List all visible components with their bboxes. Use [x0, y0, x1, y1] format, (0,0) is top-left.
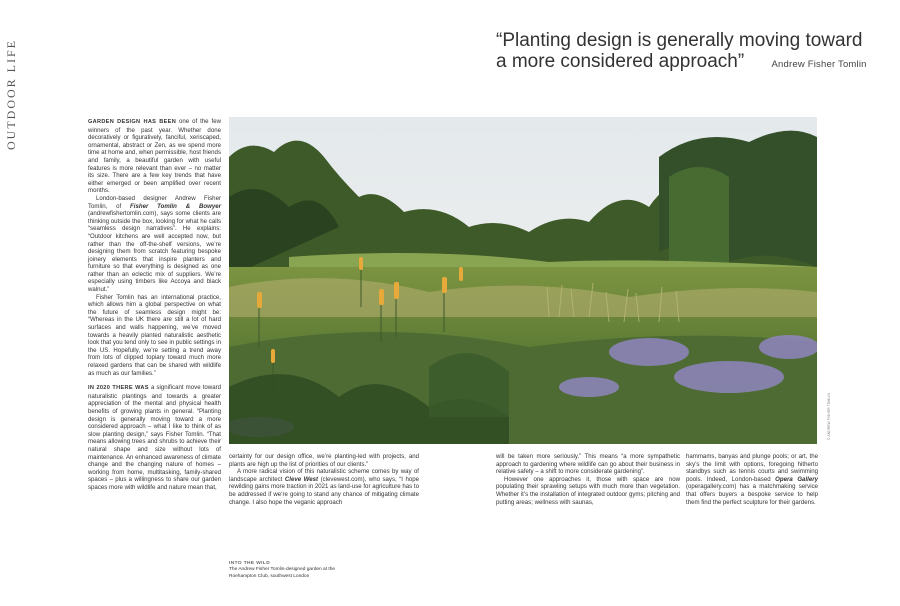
- paragraph: certainty for our design office, we’re planting-led with projects, and plants are high up the list of priorities of our clients.”: [229, 453, 419, 468]
- paragraph-text: hammams, banyas and plunge pools; or art, the sky’s the limit with options, foregoing hitherto standbys such as tennis courts and swimming pools. Indeed, London-based: [686, 453, 818, 483]
- caption-text: The Andrew Fisher Tomlin-designed garden at the Roehampton Club, southwest London: [229, 567, 336, 579]
- paragraph: [88, 384, 221, 491]
- lead-in: IN 2020 THERE WAS: [88, 385, 149, 392]
- paragraph: [686, 453, 818, 506]
- firm-name: Fisher Tomlin & Bowyer: [130, 202, 221, 210]
- article-column-2: [229, 453, 419, 506]
- paragraph-text: one of the few winners of the past year. Whether done decoratively or figuratively, fanciful, xeriscaped, ornamental, abstract or Zen, as we spend more time at home and, when permissible, host friends and family, a beautiful garden with useful features is more relevant than ever – no matter its size. There are a few key trends that have either emerged or been amplified over recent months.: [88, 118, 221, 195]
- paragraph-text: (operagallery.com) has a matchmaking service that offers buyers a bespoke service to help them find the perfect sculpture for their gardens.: [686, 483, 818, 506]
- paragraph: [88, 118, 221, 195]
- paragraph-text: (clevewest.com), who says, “I hope rewilding gains more traction in 2021 as land-use for agriculture has to be addressed if we’re going to stand any chance of mitigating climate change. I also hope the veganic approach: [229, 475, 420, 506]
- garden-photo: [229, 117, 817, 444]
- photo-caption: [229, 561, 339, 580]
- article-column-4: [686, 453, 818, 506]
- article-column-1: [88, 118, 221, 492]
- paragraph-text: (andrewfishertomlin.com), says some clients are thinking outside the box, looking for what he calls “seamless design narratives”. He explains: “Outdoor kitchens are well accepted now, but rather than the off-the-shelf versions, we’re designing them from scratch featuring bespoke joinery elements that inspire planters and furniture so that everything is designed as one rather than an eclectic mix of suppliers. We’re especially using timbers like Accoya and black walnut.”: [88, 210, 221, 294]
- pull-quote-attribution: Andrew Fisher Tomlin: [771, 59, 867, 70]
- section-label-text: OUTDOOR LIFE: [4, 39, 18, 150]
- paragraph: Fisher Tomlin has an international practice, which allows him a global perspective on what the future of seamless design might be: “Whereas in the UK there are still a lot of hard surfaces and walls happening, we’ve moved towards a heavily planted naturalistic aesthetic look that you tend only to see in public settings in the US. Hopefully, we’re setting a trend away from lots of clipped topiary toward much more relaxed gardens that can be shared with wildlife as much as our families.”: [88, 293, 221, 377]
- gallery-name: Opera Gallery: [775, 475, 818, 483]
- paragraph-text: A more radical vision of this naturalistic scheme comes by way of landscape architect: [229, 468, 419, 483]
- paragraph: will be taken more seriously.” This means “a more sympathetic approach to gardening where wildlife can go about their business in relative safety – a shift to more considerate gardening”.: [496, 453, 680, 476]
- garden-illustration: [229, 117, 817, 444]
- caption-heading: INTO THE WILD: [229, 561, 271, 566]
- pull-quote-text: “Planting design is generally moving toward a more considered approach”: [496, 30, 863, 72]
- lead-in: GARDEN DESIGN HAS BEEN: [88, 119, 177, 125]
- paragraph: [88, 195, 221, 294]
- pull-quote: [496, 30, 876, 75]
- photo-credit-text: © ANDREW FISHER TOMLIN: [827, 392, 831, 440]
- paragraph: [229, 468, 419, 506]
- paragraph-text: a significant move toward naturalistic plantings and towards a greater appreciation of the mental and physical health benefits of growing plants in general. “Planting design is generally moving toward a more considered approach – what I like to think of as slow planting design,” says Fisher Tomlin. “That means allowing trees and shrubs to achieve their natural shape and size without lots of maintenance. An enhanced awareness of climate change and the changing nature of homes – working from home, multitasking, family-shared spaces – plus a willingness to share our garden spaces more with wildlife and nature mean that,: [88, 384, 222, 491]
- paragraph: However one approaches it, those with space are now populating their sprawling setups with much more than vegetation. Whether it’s the installation of integrated outdoor gyms; pitching and putting areas; wellness with saunas,: [496, 475, 680, 506]
- article-column-3: [496, 453, 680, 506]
- designer-name: Cleve West: [284, 475, 319, 483]
- paragraph-text: London-based designer Andrew Fisher Tomlin, of: [88, 194, 221, 210]
- section-label: [2, 30, 24, 150]
- photo-credit: [821, 380, 829, 440]
